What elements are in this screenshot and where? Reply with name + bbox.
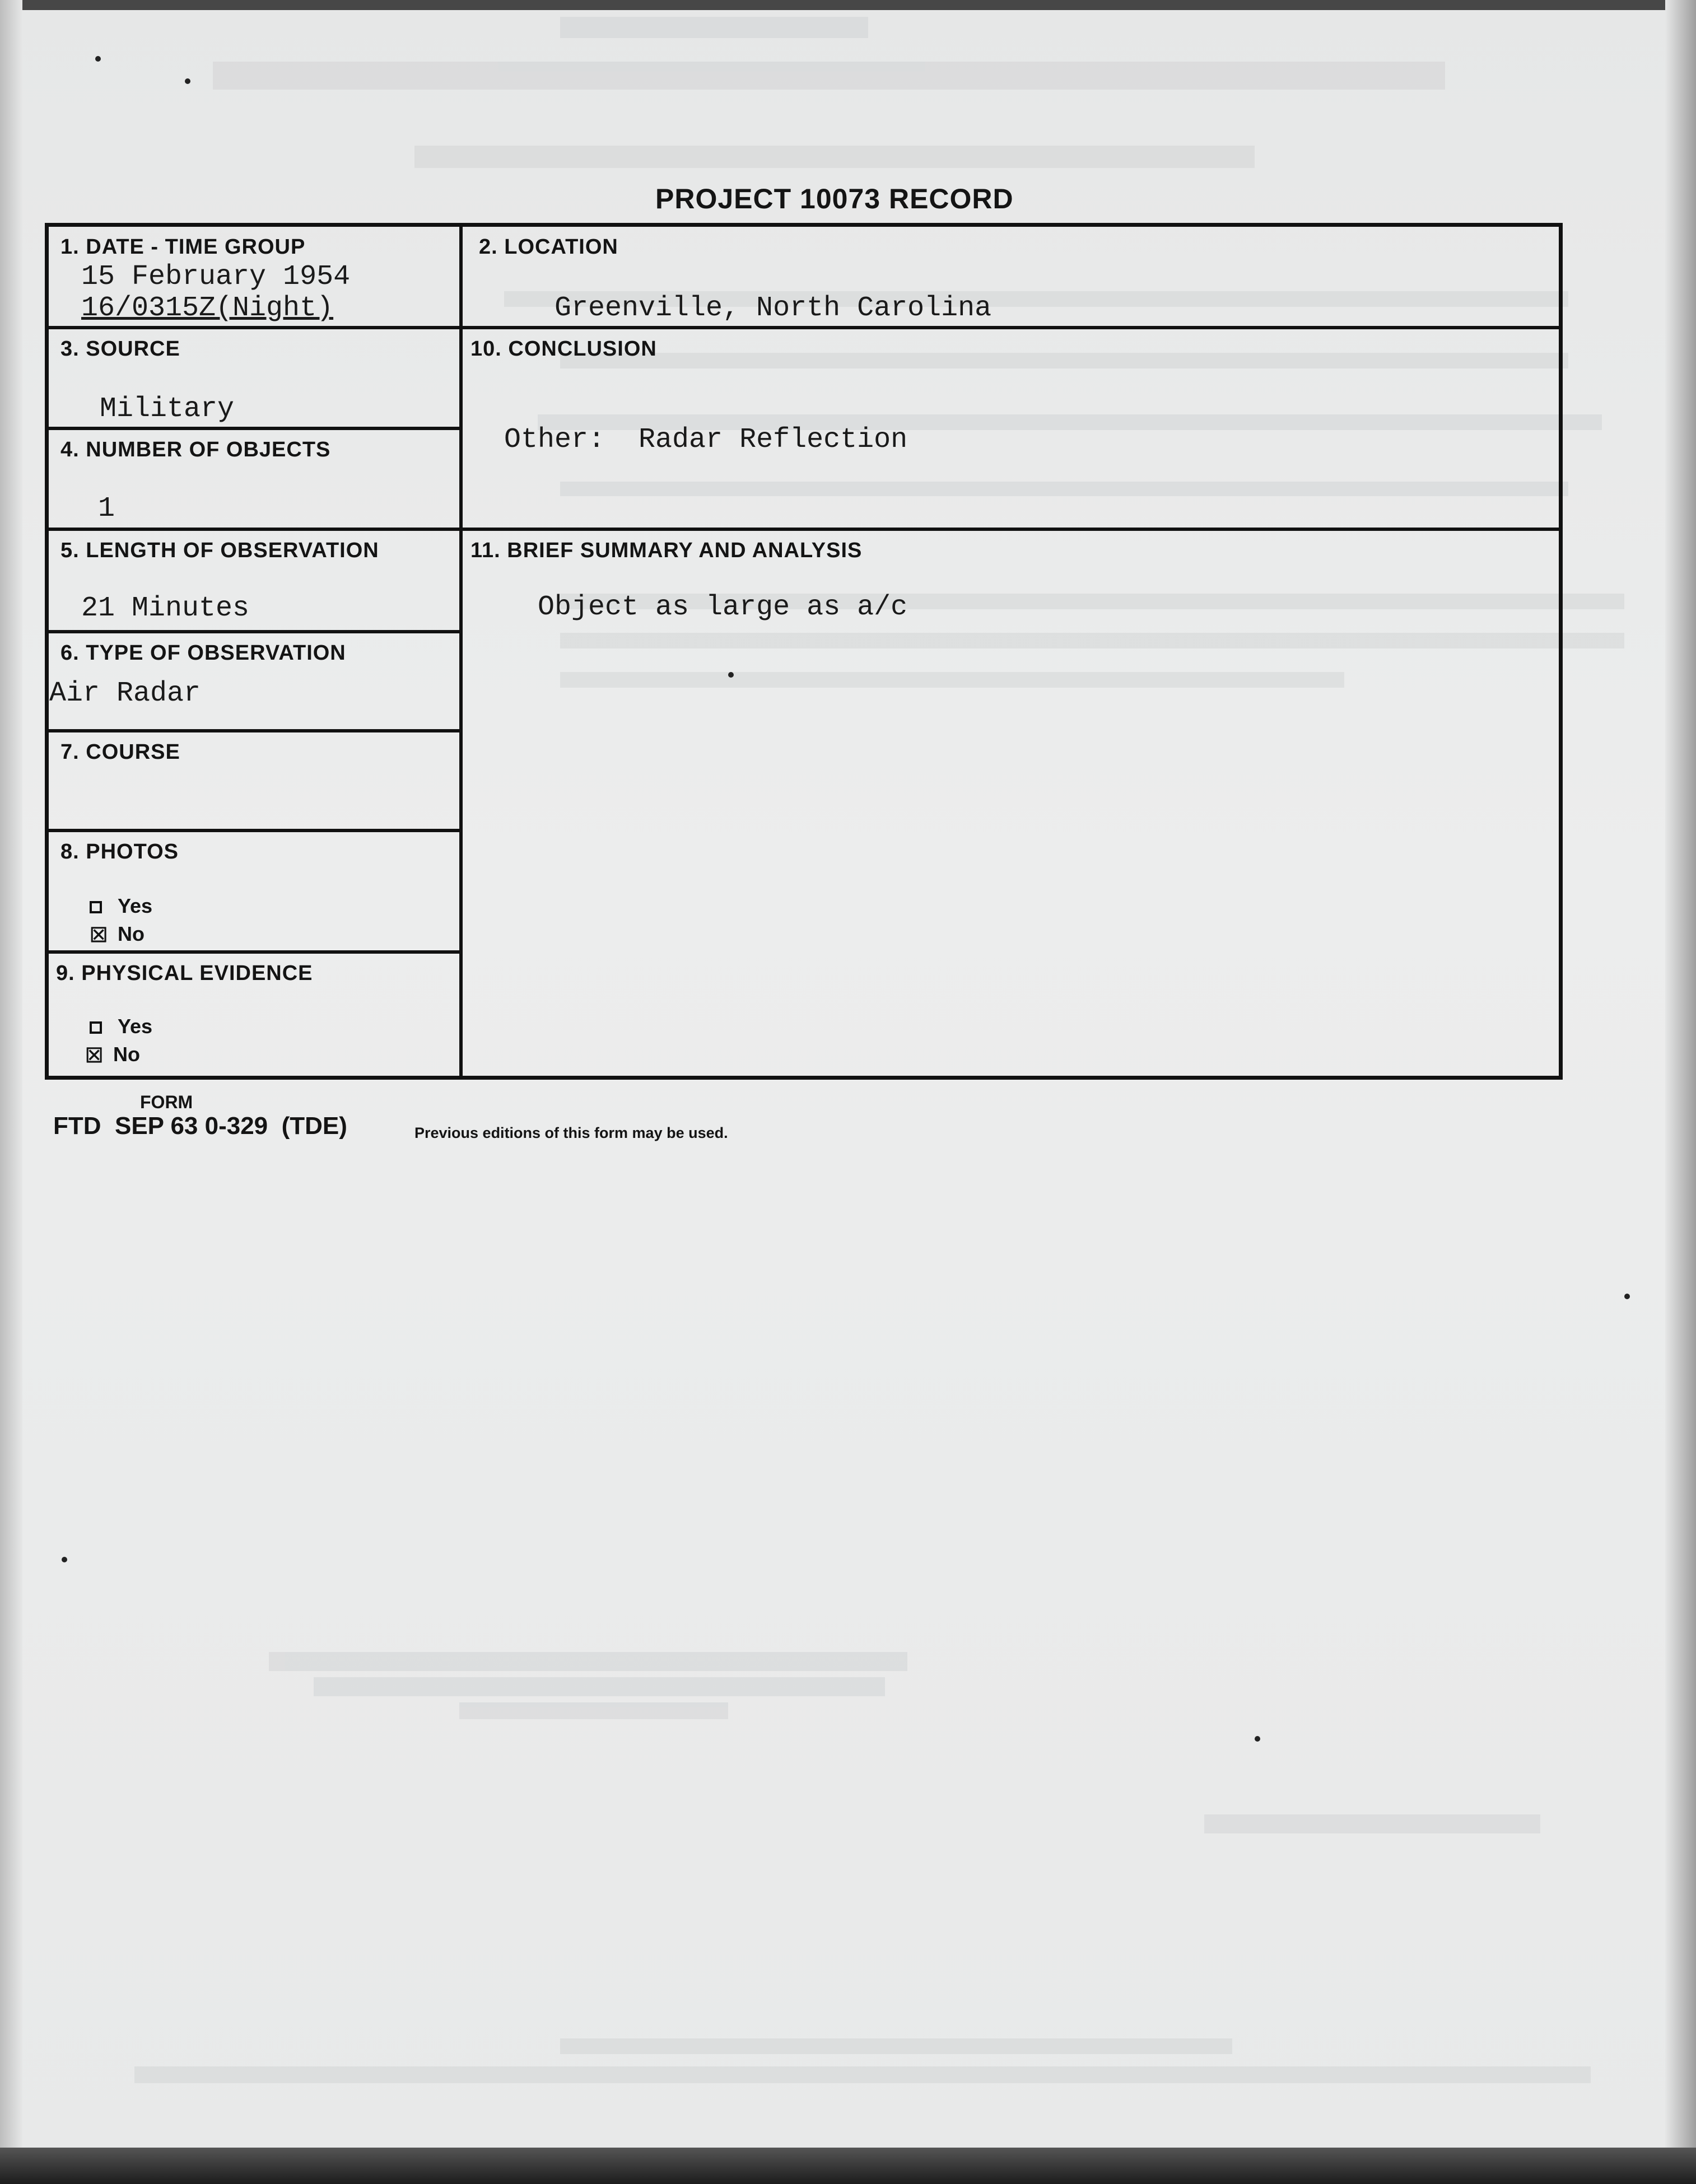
length-of-observation-label: 5. LENGTH OF OBSERVATION bbox=[60, 539, 379, 562]
footer-form-word: FORM bbox=[140, 1092, 193, 1112]
number-of-objects-value: 1 bbox=[98, 493, 115, 525]
photos-label: 8. PHOTOS bbox=[60, 840, 179, 864]
conclusion-label: 10. CONCLUSION bbox=[470, 337, 657, 361]
row-divider-7 bbox=[45, 950, 462, 954]
physical-evidence-yes-text: Yes bbox=[118, 1015, 153, 1038]
source-label: 3. SOURCE bbox=[60, 337, 180, 361]
location-value: Greenville, North Carolina bbox=[555, 292, 992, 324]
row-divider-1 bbox=[45, 326, 1563, 329]
footer-note: Previous editions of this form may be used. bbox=[414, 1124, 728, 1141]
physical-evidence-yes-option[interactable] bbox=[90, 1015, 152, 1038]
row-divider-3 bbox=[45, 528, 1563, 531]
type-of-observation-label: 6. TYPE OF OBSERVATION bbox=[60, 641, 346, 665]
summary-label: 11. BRIEF SUMMARY AND ANALYSIS bbox=[470, 539, 863, 562]
physical-evidence-no-option[interactable] bbox=[85, 1043, 140, 1066]
source-value: Military bbox=[100, 393, 235, 425]
speck bbox=[1624, 1294, 1630, 1299]
speck bbox=[185, 78, 190, 84]
date-time-label: 1. DATE - TIME GROUP bbox=[60, 235, 306, 259]
location-label: 2. LOCATION bbox=[479, 235, 618, 259]
speck bbox=[95, 56, 101, 62]
row-divider-2 bbox=[45, 427, 462, 430]
photos-yes-option[interactable] bbox=[90, 894, 152, 918]
speck bbox=[728, 672, 734, 678]
scan-edge-bottom bbox=[0, 2148, 1696, 2184]
length-of-observation-value: 21 Minutes bbox=[81, 592, 250, 624]
course-label: 7. COURSE bbox=[60, 740, 180, 764]
physical-evidence-no-checkbox-checked[interactable]: ☒ bbox=[85, 1044, 104, 1067]
scan-edge-top bbox=[0, 0, 1696, 10]
speck bbox=[62, 1557, 67, 1562]
row-divider-6 bbox=[45, 829, 462, 832]
physical-evidence-no-text: No bbox=[113, 1043, 140, 1066]
physical-evidence-label: 9. PHYSICAL EVIDENCE bbox=[56, 962, 313, 985]
photos-yes-checkbox[interactable] bbox=[90, 901, 102, 913]
type-of-observation-value: Air Radar bbox=[49, 678, 201, 710]
form-title: PROJECT 10073 RECORD bbox=[655, 183, 1014, 214]
time-group-value: 16/0315Z(Night) bbox=[81, 292, 334, 324]
number-of-objects-label: 4. NUMBER OF OBJECTS bbox=[60, 438, 331, 461]
speck bbox=[1255, 1736, 1260, 1742]
photos-no-checkbox-checked[interactable]: ☒ bbox=[90, 923, 108, 947]
photos-no-text: No bbox=[118, 922, 145, 945]
row-divider-4 bbox=[45, 630, 462, 633]
scan-edge-left bbox=[0, 0, 22, 2184]
physical-evidence-yes-checkbox[interactable] bbox=[90, 1021, 102, 1034]
date-value: 15 February 1954 bbox=[81, 261, 351, 293]
row-divider-5 bbox=[45, 729, 462, 732]
photos-no-option[interactable] bbox=[90, 922, 145, 946]
photos-yes-text: Yes bbox=[118, 894, 153, 917]
scan-edge-right bbox=[1665, 0, 1696, 2184]
summary-value: Object as large as a/c bbox=[538, 591, 908, 623]
conclusion-value: Other: Radar Reflection bbox=[504, 424, 908, 456]
footer-form-code: FTD SEP 63 0-329 (TDE) bbox=[53, 1112, 347, 1140]
